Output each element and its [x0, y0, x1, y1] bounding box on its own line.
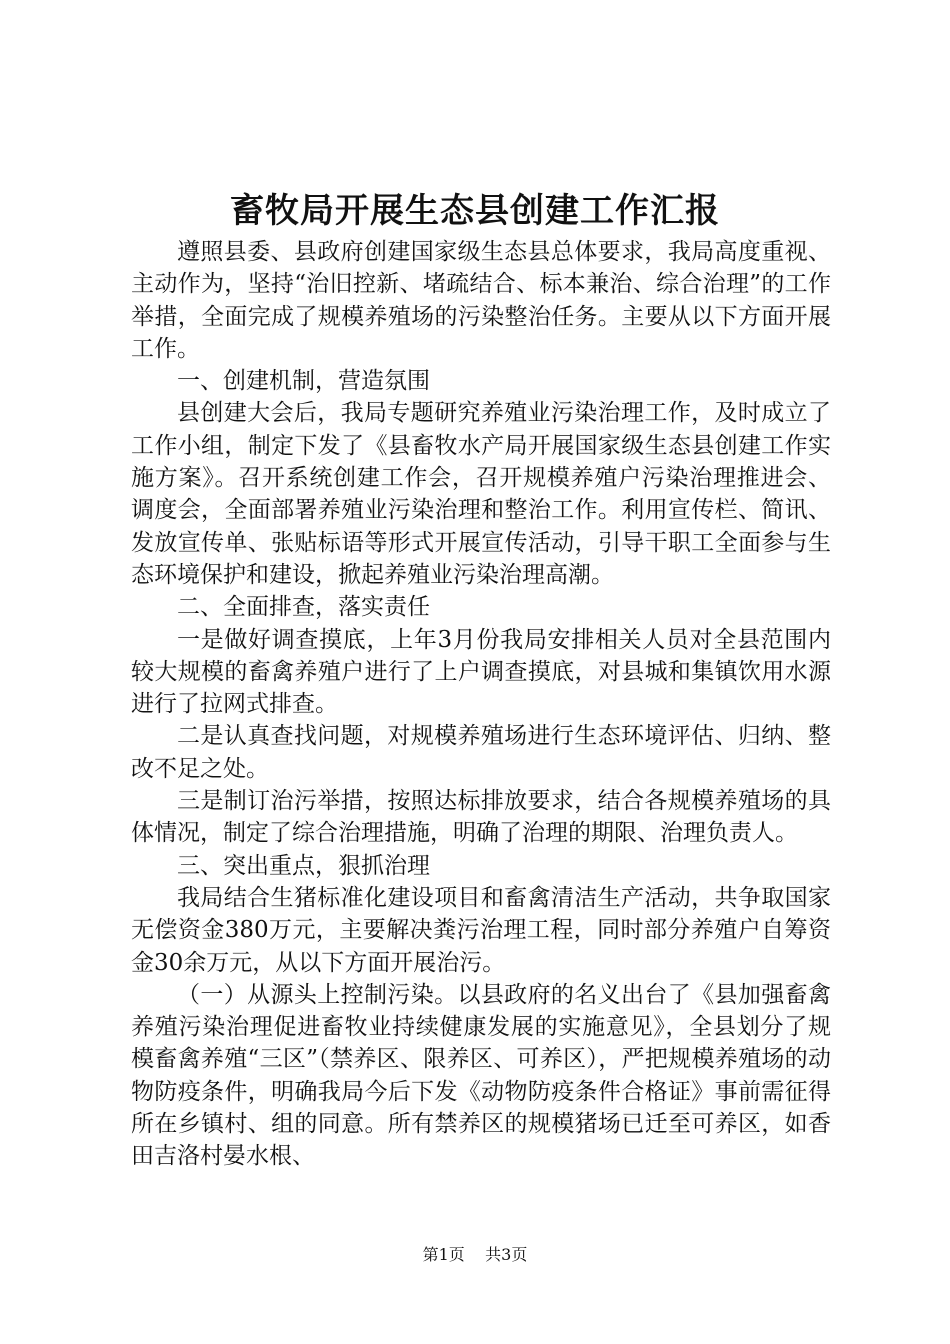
footer-spacer — [470, 1245, 480, 1264]
section-heading-2: 二、全面排查，落实责任 — [177, 594, 430, 621]
document-title: 畜牧局开展生态县创建工作汇报 — [230, 191, 720, 231]
paragraph: 县创建大会后，我局专题研究养殖业污染治理工作，及时成立了工作小组，制定下发了《县畜牧水产局开展国家级生态县创建工作实施方案》。召开系统创建工作会，召开规模养殖户污染治理推进会、调度会，全面部署养殖业污染治理和整治工作。利用宣传栏、简讯、发放宣传单、张贴标语等形式开展宣传活动，引导干职工全面参与生态环境保护和建设，掀起养殖业污染治理高潮。 — [131, 400, 831, 588]
page-footer — [0, 1244, 950, 1266]
paragraph: 二是认真查找问题，对规模养殖场进行生态环境评估、归纳、整改不足之处。 — [131, 723, 831, 782]
paragraph: 三是制订治污举措，按照达标排放要求，结合各规模养殖场的具体情况，制定了综合治理措施，明确了治理的期限、治理负责人。 — [131, 788, 831, 847]
section-heading-1: 一、创建机制，营造氛围 — [177, 368, 430, 395]
paragraph: 我局结合生猪标准化建设项目和畜禽清洁生产活动，共争取国家无偿资金380万元，主要解决粪污治理工程，同时部分养殖户自筹资金30余万元，从以下方面开展治污。 — [131, 884, 831, 976]
paragraph: （一）从源头上控制污染。以县政府的名义出台了《县加强畜禽养殖污染治理促进畜牧业持续健康发展的实施意见》，全县划分了规模畜禽养殖“三区”（禁养区、限养区、可养区），严把规模养殖场的动物防疫条件，明确我局今后下发《动物防疫条件合格证》事前需征得所在乡镇村、组的同意。所有禁养区的规模猪场已迁至可养区，如香田吉洛村晏水根、 — [131, 981, 831, 1170]
section-heading-3: 三、突出重点，狠抓治理 — [177, 852, 430, 879]
paragraph-intro: 遵照县委、县政府创建国家级生态县总体要求，我局高度重视、主动作为，坚持“治旧控新、堵疏结合、标本兼治、综合治理”的工作举措，全面完成了规模养殖场的污染整治任务。主要从以下方面开展工作。 — [131, 239, 831, 362]
paragraph: 一是做好调查摸底，上年3月份我局安排相关人员对全县范围内较大规模的畜禽养殖户进行了上户调查摸底，对县城和集镇饮用水源进行了拉网式排查。 — [131, 626, 831, 718]
document-body — [131, 236, 831, 1173]
page-number: 第1页 — [422, 1245, 465, 1264]
page-total: 共3页 — [485, 1245, 528, 1264]
